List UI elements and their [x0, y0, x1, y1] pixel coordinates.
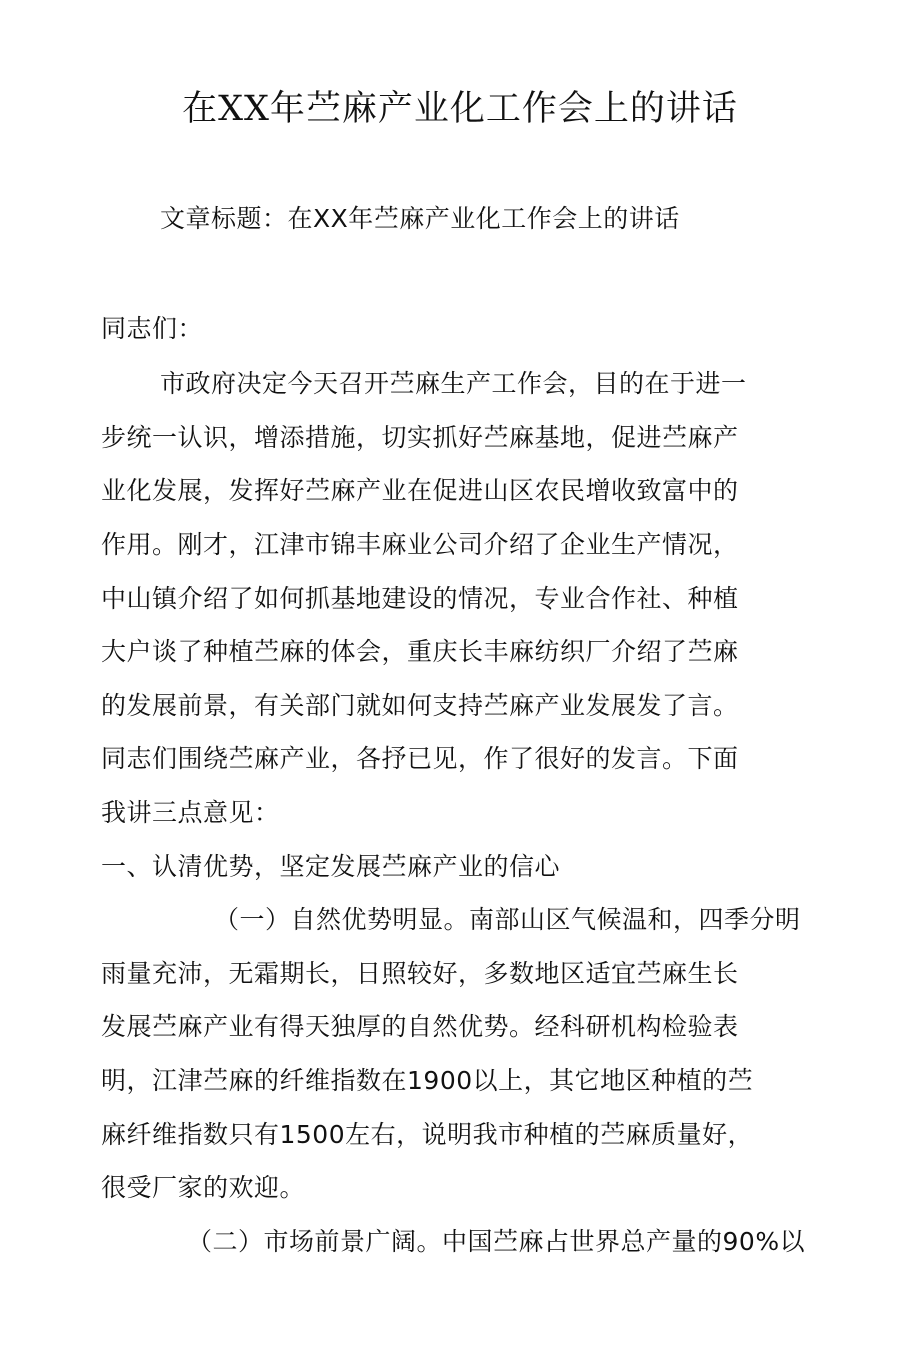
paragraph-line: 很受厂家的欢迎。	[101, 1173, 306, 1202]
paragraph-line: 作用。刚才，江津市锦丰麻业公司介绍了企业生产情况，	[101, 530, 739, 559]
paragraph-line: 发展苎麻产业有得天独厚的自然优势。经科研机构检验表	[101, 1012, 739, 1041]
paragraph-line: 雨量充沛，无霜期长，日照较好，多数地区适宜苎麻生长	[101, 959, 739, 988]
paragraph-line: （一）自然优势明显。南部山区气候温和，四季分明	[214, 905, 801, 934]
paragraph-line: 明，江津苎麻的纤维指数在1900以上，其它地区种植的苎	[101, 1066, 754, 1095]
section-heading: 一、认清优势，坚定发展苎麻产业的信心	[101, 852, 561, 881]
paragraph-line: 中山镇介绍了如何抓基地建设的情况，专业合作社、种植	[101, 584, 739, 613]
paragraph-line: 业化发展，发挥好苎麻产业在促进山区农民增收致富中的	[101, 476, 739, 505]
article-subtitle: 文章标题：在XX年苎麻产业化工作会上的讲话	[160, 204, 680, 233]
paragraph-line: 大户谈了种植苎麻的体会，重庆长丰麻纺织厂介绍了苎麻	[101, 637, 739, 666]
paragraph-line: 同志们围绕苎麻产业，各抒已见，作了很好的发言。下面	[101, 744, 739, 773]
document-title: 在XX年苎麻产业化工作会上的讲话	[182, 89, 738, 129]
paragraph-line: 我讲三点意见：	[101, 798, 280, 827]
greeting: 同志们：	[101, 314, 204, 343]
paragraph-line: 的发展前景，有关部门就如何支持苎麻产业发展发了言。	[101, 691, 739, 720]
paragraph-line: 麻纤维指数只有1500左右，说明我市种植的苎麻质量好，	[101, 1120, 754, 1149]
paragraph-line: （二）市场前景广阔。中国苎麻占世界总产量的90%以	[187, 1227, 806, 1256]
paragraph-line: 市政府决定今天召开苎麻生产工作会，目的在于进一	[160, 369, 747, 398]
paragraph-line: 步统一认识，增添措施，切实抓好苎麻基地，促进苎麻产	[101, 423, 739, 452]
